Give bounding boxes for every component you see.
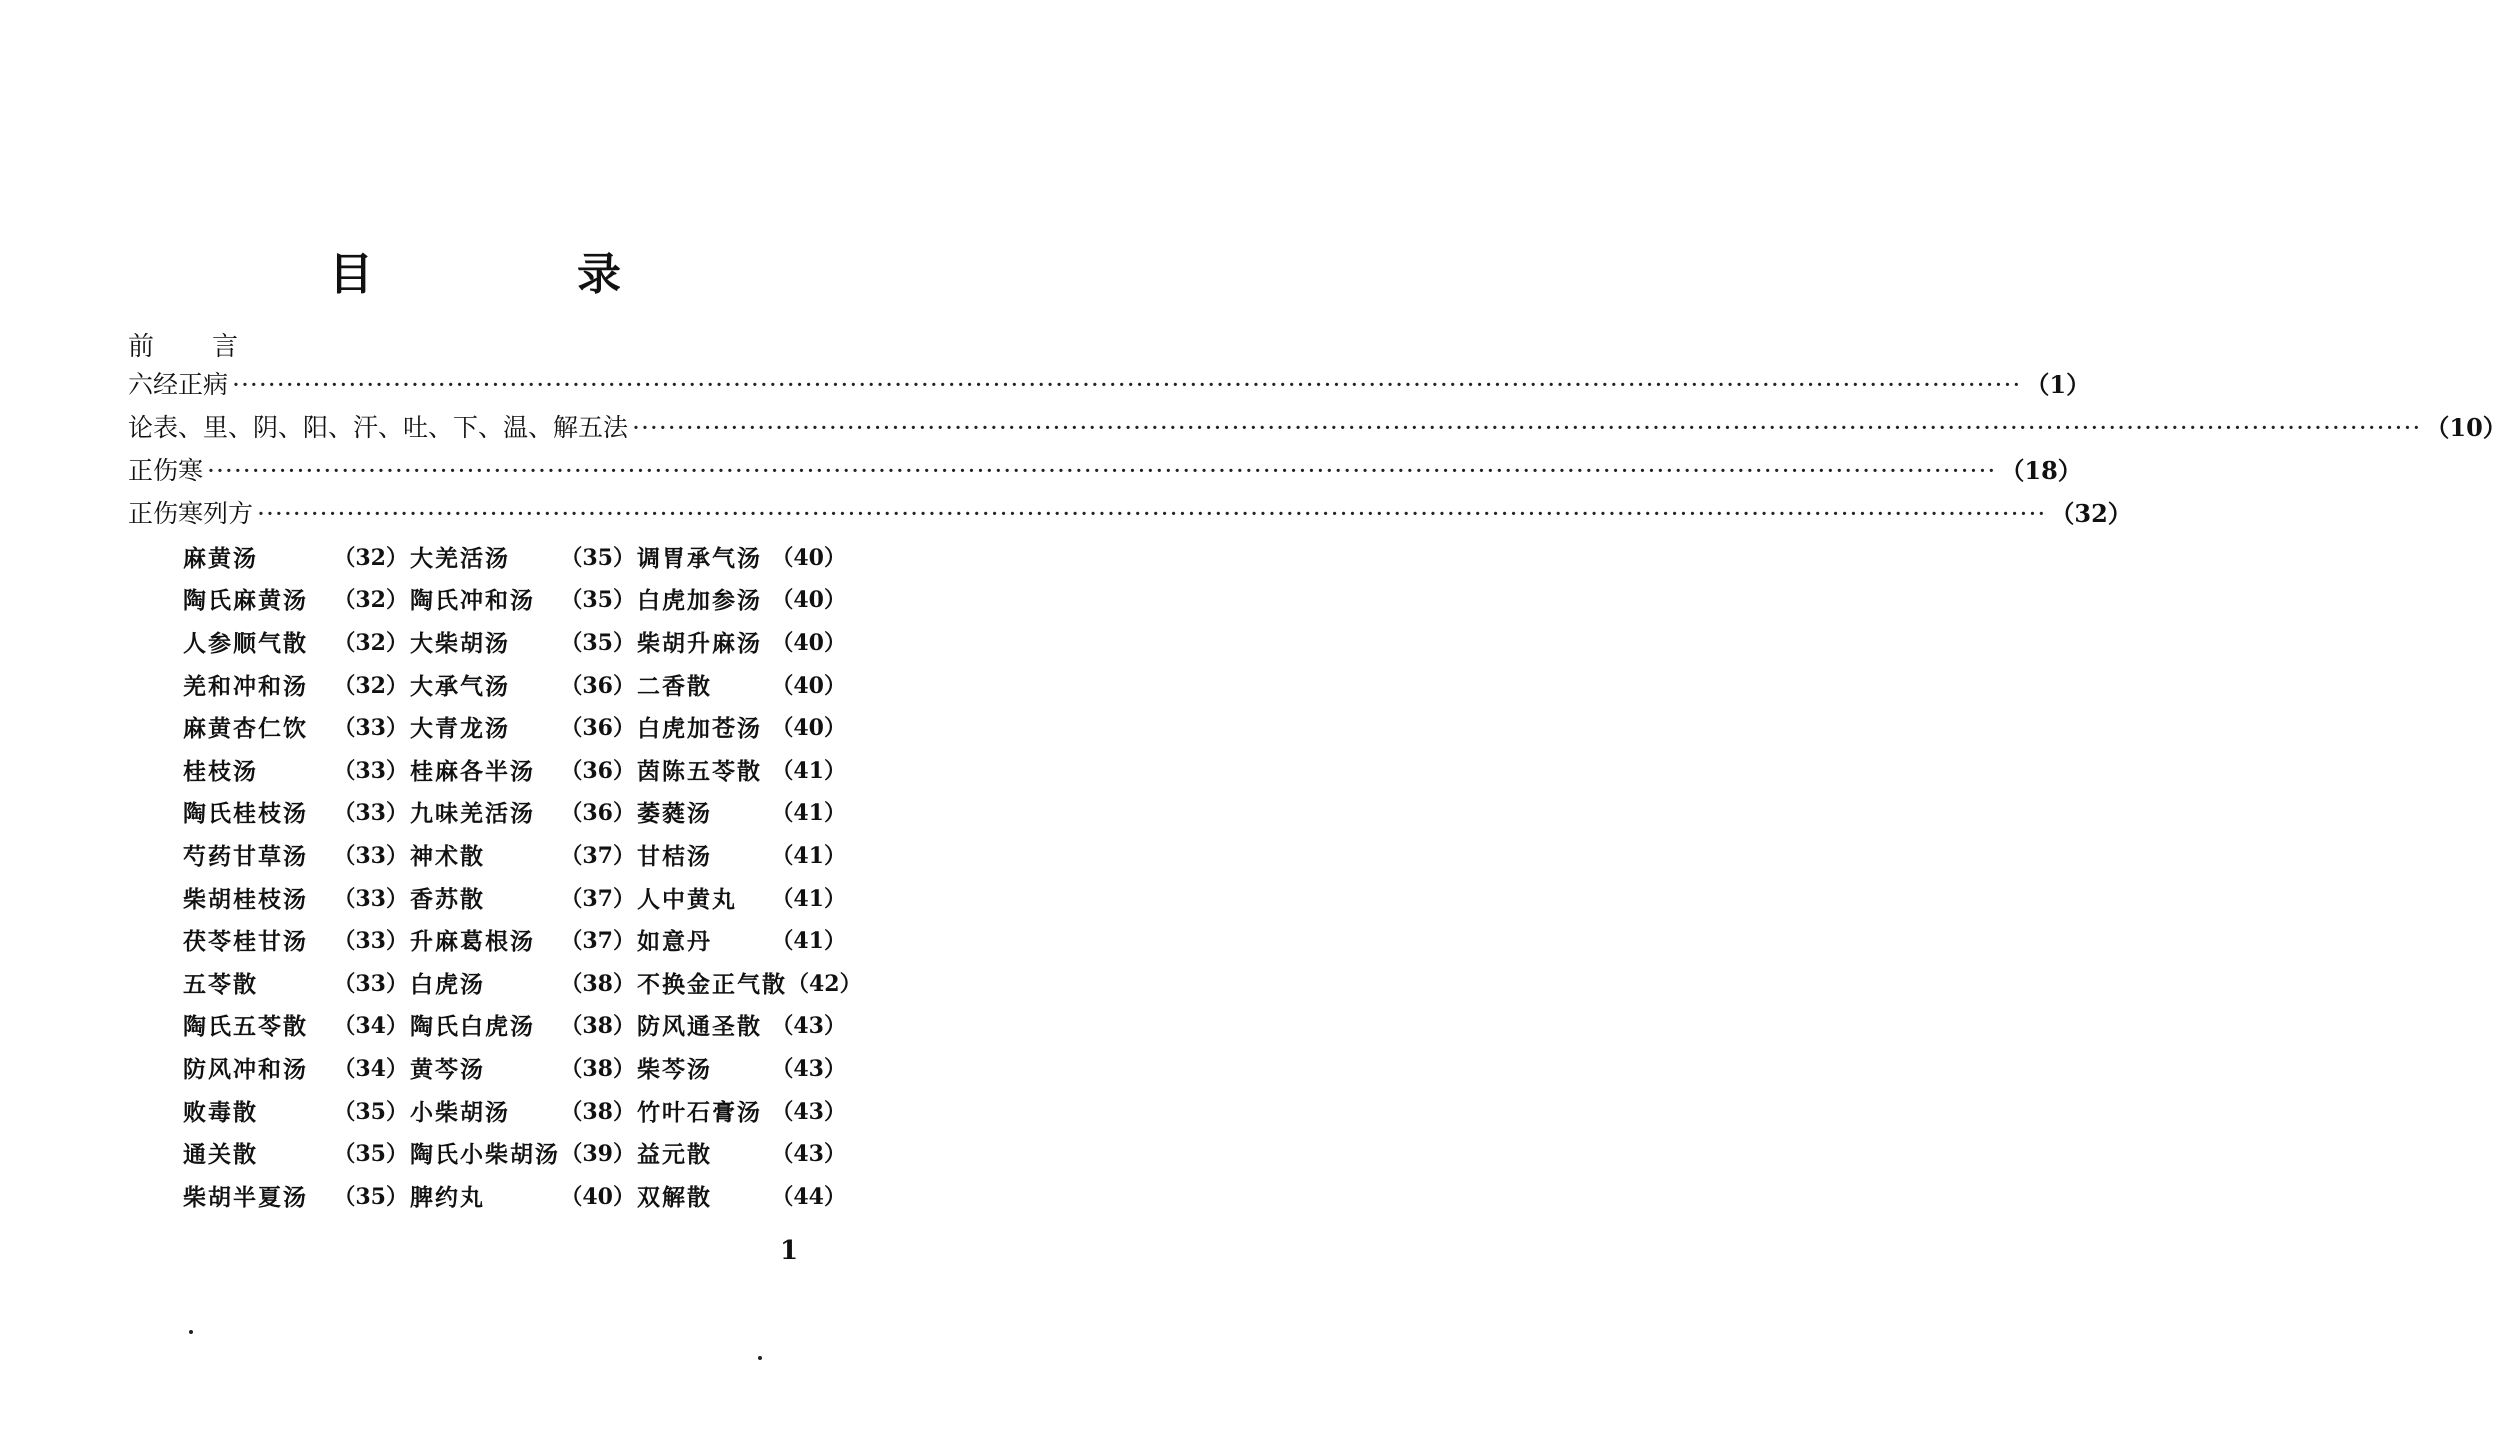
formula-name: 小柴胡汤 [410,1098,510,1126]
page-title: 目 录 [329,249,701,300]
formula-entry [183,795,410,828]
formula-page: （38） [560,1055,635,1082]
formula-name: 陶氏小柴胡汤 [410,1141,560,1169]
formula-name: 陶氏五苓散 [183,1013,308,1041]
formula-entry [410,838,637,871]
formula-name: 升麻葛根汤 [410,928,535,956]
formula-entry [183,540,410,573]
formula-entry [637,1094,848,1127]
formula-entry [410,966,637,999]
formula-page: （35） [560,544,635,571]
formula-entry [637,540,848,573]
formula-name: 羌和冲和汤 [183,672,308,700]
formula-entry [410,1008,637,1041]
formula-entry [183,1008,410,1041]
formula-page: （40） [771,715,846,742]
formula-name: 大承气汤 [410,672,510,700]
formula-page: （40） [771,629,846,656]
formula-page: （43） [771,1055,846,1082]
formula-page: （36） [560,715,635,742]
formula-name: 不换金正气散 [637,970,787,998]
toc-entry-page: （1） [2025,370,2091,399]
formula-entry [410,881,637,914]
formula-row [183,833,848,876]
formula-page: （37） [560,885,635,912]
formula-name: 柴胡半夏汤 [183,1183,308,1211]
page-number: 1 [780,1236,799,1266]
formula-name: 白虎加参汤 [637,587,762,615]
formula-entry [183,1179,410,1212]
formula-row [183,620,848,663]
formula-row [183,535,848,578]
formula-page: （33） [333,842,408,869]
formula-row [183,961,862,1004]
formula-page: （33） [333,800,408,827]
formula-entry [637,753,848,786]
formula-entry [637,668,848,701]
formula-name: 白虎加苍汤 [637,715,762,743]
formula-name: 大柴胡汤 [410,629,510,657]
formula-page: （33） [333,757,408,784]
formula-page: （41） [771,757,846,784]
formula-page: （38） [560,970,635,997]
formula-entry [637,1179,848,1212]
formula-name: 黄芩汤 [410,1055,485,1083]
formula-name: 益元散 [637,1141,712,1169]
toc-entry-title: 六经正病 [128,370,229,399]
formula-entry [183,710,410,743]
formula-name: 九味羌活汤 [410,800,535,828]
formula-entry [637,795,848,828]
formula-row [183,791,848,834]
formula-page: （32） [333,544,408,571]
formula-name: 调胃承气汤 [637,544,762,572]
formula-row [183,1131,848,1174]
formula-entry [637,881,848,914]
dot-leader: ········································································································································································································ [257,499,2047,528]
formula-page: （33） [333,970,408,997]
toc-entry-title: 正伤寒列方 [128,499,254,528]
dot-leader: ········································································································································································································ [232,370,2022,399]
formula-entry [410,1051,637,1084]
formula-page: （32） [333,629,408,656]
formula-name: 桂枝汤 [183,757,258,785]
formula-name: 芍药甘草汤 [183,842,308,870]
dot-leader: ········································································································································································································ [207,456,1997,485]
formula-entry [637,923,848,956]
formula-page: （44） [771,1183,846,1210]
formula-entry [183,966,410,999]
formula-row [183,578,848,621]
formula-page: （34） [333,1013,408,1040]
formula-name: 脾约丸 [410,1183,485,1211]
formula-entry [183,625,410,658]
formula-entry [637,1008,848,1041]
formula-entry [183,582,410,615]
formula-name: 通关散 [183,1141,258,1169]
formula-name: 五苓散 [183,970,258,998]
formula-name: 柴胡桂枝汤 [183,885,308,913]
dot-leader: ········································································································································································································ [632,413,2422,442]
formula-name: 大羌活汤 [410,544,510,572]
formula-name: 败毒散 [183,1098,258,1126]
formula-page: （32） [333,672,408,699]
formula-page: （32） [333,587,408,614]
formula-entry [410,753,637,786]
formula-entry [410,795,637,828]
formula-page: （33） [333,885,408,912]
formula-page: （42） [787,970,862,997]
formula-entry [183,881,410,914]
formula-page: （39） [560,1141,635,1168]
formula-row [183,748,848,791]
formula-page: （36） [560,757,635,784]
formula-name: 陶氏桂枝汤 [183,800,308,828]
formula-name: 茵陈五苓散 [637,757,762,785]
formula-name: 陶氏冲和汤 [410,587,535,615]
formula-name: 香苏散 [410,885,485,913]
formula-entry [410,540,637,573]
formula-page: （34） [333,1055,408,1082]
formula-entry [410,923,637,956]
formula-row [183,663,848,706]
formula-name: 桂麻各半汤 [410,757,535,785]
formula-page: （41） [771,885,846,912]
formula-name: 神术散 [410,842,485,870]
formula-page: （35） [560,587,635,614]
formula-entry [410,1179,637,1212]
formula-name: 竹叶石膏汤 [637,1098,762,1126]
formula-row [183,918,848,961]
scan-speck [758,1356,762,1360]
formula-row [183,1046,848,1089]
toc-entry [128,494,2132,537]
formula-name: 萎蕤汤 [637,800,712,828]
formula-entry [183,1051,410,1084]
formula-entry [183,1094,410,1127]
toc-entry-title: 论表、里、阴、阳、汗、吐、下、温、解五法 [128,413,629,442]
formula-row [183,1089,848,1132]
formula-name: 防风通圣散 [637,1013,762,1041]
toc-entry-title: 正伤寒 [128,456,204,485]
formula-page: （36） [560,672,635,699]
formula-page: （35） [333,1098,408,1125]
formula-entry [183,838,410,871]
formula-list [183,535,862,1217]
toc-entry-page: （32） [2050,499,2132,528]
toc-entry [128,365,2091,408]
formula-page: （35） [560,629,635,656]
toc-entry-page: （10） [2425,413,2507,442]
formula-entry [183,668,410,701]
formula-page: （37） [560,928,635,955]
formula-entry [410,710,637,743]
formula-entry [637,838,848,871]
formula-row [183,1004,848,1047]
toc-entry [128,408,2507,451]
formula-name: 如意丹 [637,928,712,956]
formula-entry [410,1094,637,1127]
formula-entry [410,625,637,658]
formula-name: 双解散 [637,1183,712,1211]
formula-name: 麻黄杏仁饮 [183,715,308,743]
formula-page: （36） [560,800,635,827]
formula-page: （43） [771,1013,846,1040]
formula-name: 茯苓桂甘汤 [183,928,308,956]
formula-page: （35） [333,1183,408,1210]
formula-entry [183,753,410,786]
formula-name: 二香散 [637,672,712,700]
formula-name: 防风冲和汤 [183,1055,308,1083]
formula-name: 陶氏白虎汤 [410,1013,535,1041]
formula-page: （40） [771,672,846,699]
scan-speck [189,1330,193,1334]
main-toc-list [128,365,2507,537]
formula-row [183,705,848,748]
formula-page: （35） [333,1141,408,1168]
formula-page: （33） [333,928,408,955]
formula-page: （41） [771,842,846,869]
formula-name: 柴胡升麻汤 [637,629,762,657]
formula-entry [637,582,848,615]
formula-name: 人参顺气散 [183,629,308,657]
formula-name: 麻黄汤 [183,544,258,572]
formula-name: 白虎汤 [410,970,485,998]
formula-page: （38） [560,1098,635,1125]
formula-page: （43） [771,1141,846,1168]
formula-entry [637,710,848,743]
toc-entry-page: （18） [2000,456,2082,485]
formula-entry [410,668,637,701]
preface-entry: 前言 [128,332,297,362]
formula-page: （40） [771,544,846,571]
formula-entry [637,966,862,999]
formula-page: （37） [560,842,635,869]
formula-page: （40） [560,1183,635,1210]
formula-entry [637,1136,848,1169]
formula-name: 人中黄丸 [637,885,737,913]
formula-name: 大青龙汤 [410,715,510,743]
formula-entry [410,1136,637,1169]
formula-row [183,876,848,919]
formula-name: 陶氏麻黄汤 [183,587,308,615]
formula-entry [410,582,637,615]
formula-page: （33） [333,715,408,742]
formula-name: 柴芩汤 [637,1055,712,1083]
formula-page: （38） [560,1013,635,1040]
formula-name: 甘桔汤 [637,842,712,870]
formula-entry [183,1136,410,1169]
formula-page: （41） [771,800,846,827]
formula-page: （41） [771,928,846,955]
formula-entry [183,923,410,956]
formula-page: （43） [771,1098,846,1125]
formula-row [183,1174,848,1217]
formula-entry [637,625,848,658]
formula-page: （40） [771,587,846,614]
toc-entry [128,451,2082,494]
formula-entry [637,1051,848,1084]
